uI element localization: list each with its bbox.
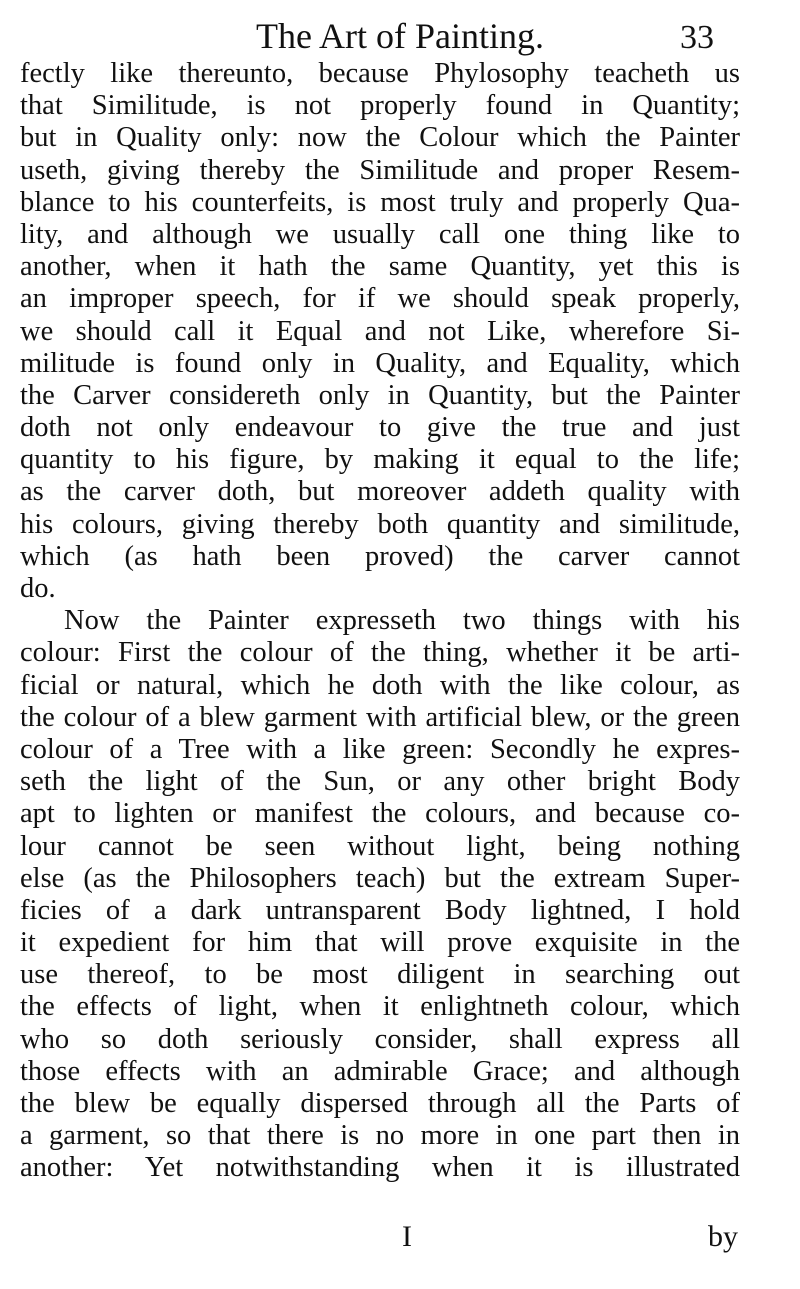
text-line-33: the blew be equally dispersed through all the Parts of (20, 1088, 740, 1119)
text-line-28: it expedient for him that will prove exquisite in the (20, 927, 740, 959)
page-number: 33 (680, 19, 714, 56)
text-line-8: an improper speech, for if we should speak properly, (20, 283, 740, 315)
text-line-13: quantity to his figure, by making it equal to the life; (20, 444, 740, 476)
text-line-34: a garment, so that there is no more in one part then in (20, 1120, 740, 1152)
text-line-18: Now the Painter expresseth two things with his (64, 605, 740, 637)
text-line-22: colour of a Tree with a like green: Secondly he expres- (20, 733, 740, 765)
running-head (0, 10, 800, 54)
text-line-14: as the carver doth, but moreover addeth quality with (20, 476, 740, 508)
text-line-15: his colours, giving thereby both quantity and similitude, (20, 508, 740, 540)
text-line-20: ficial or natural, which he doth with the like colour, as (20, 669, 740, 701)
text-line-7: another, when it hath the same Quantity, yet this is (20, 251, 740, 283)
text-line-35: another: Yet notwithstanding when it is illustrated (20, 1152, 740, 1184)
text-line-32: those effects with an admirable Grace; and although (20, 1055, 740, 1087)
text-line-10: militude is found only in Quality, and Equality, which (20, 347, 740, 379)
catchword: by (708, 1220, 738, 1253)
text-line-29: use thereof, to be most diligent in searching out (20, 959, 740, 991)
text-line-19: colour: First the colour of the thing, whether it be arti- (20, 637, 740, 669)
body-text (20, 58, 740, 1185)
text-line-9: we should call it Equal and not Like, wherefore Si- (20, 315, 740, 347)
text-line-30: the effects of light, when it enlightneth colour, which (20, 991, 740, 1023)
text-line-17: do. (20, 573, 56, 604)
text-line-12: doth not only endeavour to give the true and just (20, 412, 740, 444)
text-line-23: seth the light of the Sun, or any other bright Body (20, 766, 740, 798)
text-line-27: ficies of a dark untransparent Body lightned, I hold (20, 894, 740, 926)
text-line-6: lity, and although we usually call one thing like to (20, 218, 740, 250)
text-line-24: apt to lighten or manifest the colours, and because co- (20, 798, 740, 830)
text-line-3: but in Quality only: now the Colour which the Painter (20, 122, 740, 154)
text-line-31: who so doth seriously consider, shall express all (20, 1023, 740, 1055)
text-line-5: blance to his counterfeits, is most truly and properly Qua- (20, 186, 740, 218)
text-line-11: the Carver considereth only in Quantity, but the Painter (20, 379, 740, 411)
text-line-2: that Similitude, is not properly found in Quantity; (20, 90, 740, 122)
text-line-1: fectly like thereunto, because Phylosophy teacheth us (20, 58, 740, 89)
text-line-21: the colour of a blew garment with artificial blew, or the green (20, 701, 740, 733)
signature-mark: I (402, 1220, 412, 1253)
running-title: The Art of Painting. (256, 16, 544, 56)
text-line-26: else (as the Philosophers teach) but the extream Super- (20, 862, 740, 894)
text-line-16: which (as hath been proved) the carver cannot (20, 540, 740, 572)
text-line-4: useth, giving thereby the Similitude and proper Resem- (20, 154, 740, 186)
text-line-25: lour cannot be seen without light, being nothing (20, 830, 740, 862)
